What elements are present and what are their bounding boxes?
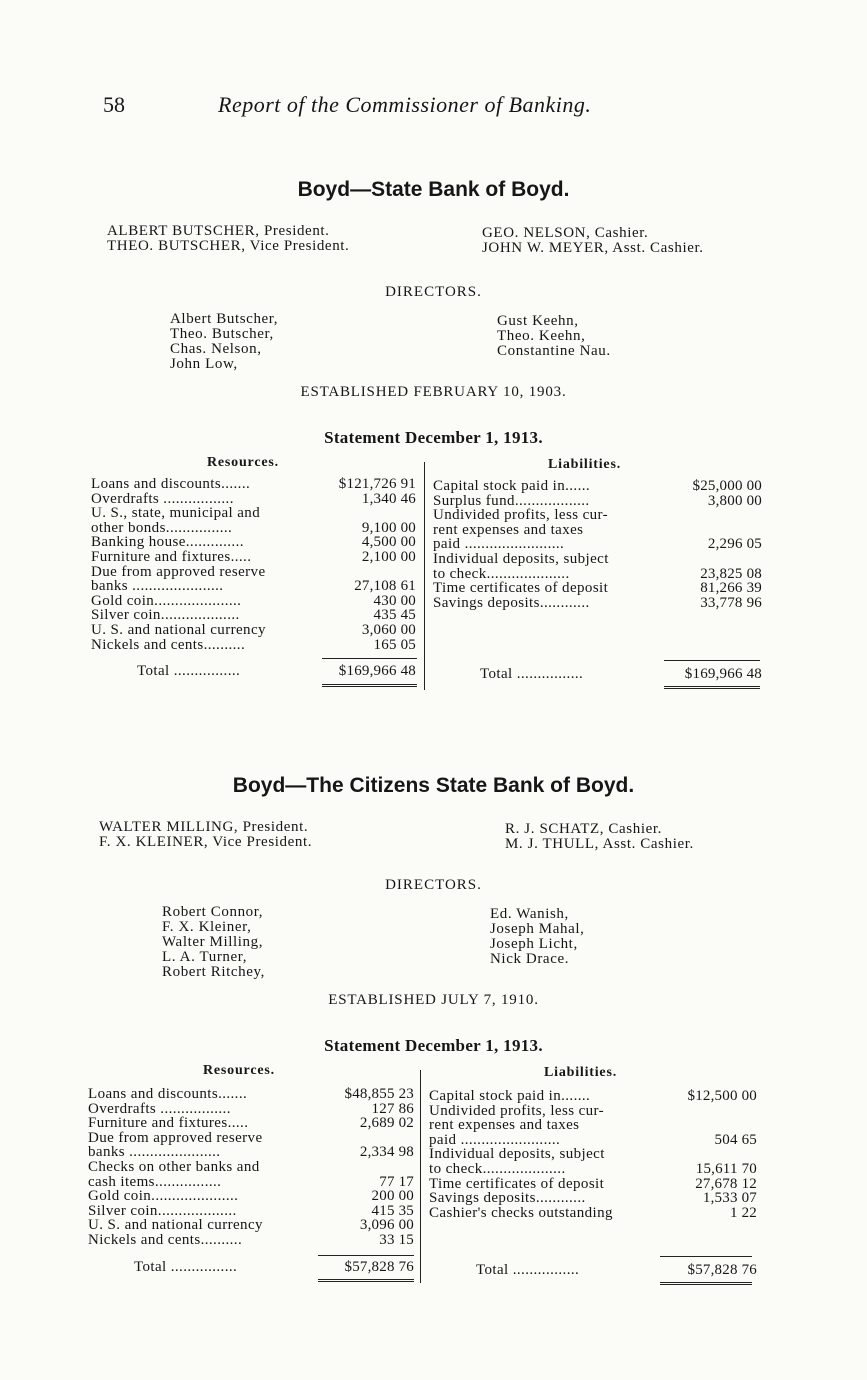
- resource-item-amount: 415 35: [371, 1202, 414, 1219]
- resource-item-amount: 3,096 00: [359, 1217, 414, 1234]
- officer-left: WALTER MILLING, President.: [99, 819, 309, 835]
- director-name: Walter Milling,: [162, 934, 264, 950]
- resource-item-label: other bonds................: [91, 519, 233, 536]
- resource-item-label: Nickels and cents..........: [91, 636, 246, 653]
- resource-item-label: Overdrafts .................: [91, 490, 234, 507]
- resource-item-amount: 2,689 02: [359, 1115, 414, 1132]
- liabilities-total-rule: [660, 1256, 752, 1257]
- resource-item-label: Furniture and fixtures.....: [91, 549, 252, 565]
- resource-item-label: U. S. and national currency: [91, 622, 266, 638]
- liability-item-label: Capital stock paid in.......: [429, 1088, 591, 1104]
- resources-total-label: Total ................: [137, 663, 241, 679]
- column-divider: [424, 462, 425, 690]
- director-name: Robert Ritchey,: [162, 964, 266, 980]
- liability-item-label: paid ........................: [429, 1131, 561, 1148]
- resources-total-amount: $57,828 76: [344, 1259, 414, 1275]
- officer-left: THEO. BUTSCHER, Vice President.: [107, 238, 350, 254]
- liability-item-amount: 27,678 12: [695, 1175, 757, 1192]
- director-name: Albert Butscher,: [170, 311, 279, 327]
- liability-item-label: Cashier's checks outstanding: [429, 1204, 613, 1221]
- resource-item-label: Due from approved reserve: [88, 1129, 263, 1146]
- liabilities-total-amount: $169,966 48: [684, 666, 762, 682]
- director-name: Joseph Mahal,: [490, 921, 585, 937]
- resource-item-amount: 430 00: [373, 592, 416, 609]
- resource-item-amount: 2,334 98: [359, 1144, 414, 1161]
- resource-item-label: Loans and discounts.......: [88, 1086, 248, 1102]
- liability-item-label: Undivided profits, less cur-: [433, 507, 609, 524]
- liability-item-label: Savings deposits............: [429, 1190, 586, 1207]
- director-name: John Low,: [170, 356, 238, 372]
- resource-item-amount: 200 00: [371, 1188, 414, 1205]
- resource-item-label: Loans and discounts.......: [91, 476, 251, 492]
- liability-item-amount: 1 22: [729, 1204, 757, 1221]
- statement-heading: Statement December 1, 1913.: [324, 428, 543, 447]
- liability-item-amount: $12,500 00: [687, 1088, 757, 1104]
- liability-item-label: Capital stock paid in......: [433, 478, 591, 494]
- liability-item-label: to check....................: [429, 1161, 566, 1177]
- director-name: Gust Keehn,: [497, 313, 579, 329]
- resource-item-amount: 33 15: [379, 1232, 414, 1248]
- resource-item-label: banks ......................: [88, 1144, 221, 1161]
- resource-item-label: Overdrafts .................: [88, 1100, 231, 1117]
- liabilities-total-double-rule: [660, 1282, 752, 1285]
- liability-item-amount: 3,800 00: [707, 492, 762, 509]
- liability-item-label: paid ........................: [433, 536, 565, 553]
- director-name: Ed. Wanish,: [490, 906, 569, 922]
- liability-item-amount: 2,296 05: [707, 536, 762, 553]
- liability-item-label: Undivided profits, less cur-: [429, 1102, 605, 1119]
- resource-item-amount: $48,855 23: [344, 1086, 414, 1102]
- resource-item-label: U. S. and national currency: [88, 1217, 263, 1234]
- resource-item-amount: 77 17: [379, 1173, 414, 1190]
- resource-item-label: Banking house..............: [91, 534, 244, 551]
- resource-item-amount: 4,500 00: [361, 534, 416, 551]
- directors-heading: DIRECTORS.: [385, 877, 482, 893]
- resource-item-amount: 1,340 46: [361, 490, 416, 507]
- liabilities-heading: Liabilities.: [548, 457, 621, 472]
- director-name: Joseph Licht,: [490, 936, 578, 952]
- resource-item-label: banks ......................: [91, 578, 224, 595]
- page-number: 58: [103, 92, 125, 117]
- resource-item-label: Checks on other banks and: [88, 1159, 260, 1175]
- director-name: Robert Connor,: [162, 904, 264, 920]
- resource-item-amount: 2,100 00: [361, 549, 416, 565]
- resource-item-amount: 435 45: [373, 607, 416, 624]
- resource-item-label: Due from approved reserve: [91, 563, 266, 580]
- resource-item-label: Silver coin...................: [88, 1202, 237, 1219]
- bank-title: Boyd—State Bank of Boyd.: [297, 178, 570, 201]
- liability-item-label: rent expenses and taxes: [433, 521, 584, 538]
- resource-item-label: U. S., state, municipal and: [91, 505, 261, 522]
- liability-item-label: Time certificates of deposit: [429, 1175, 605, 1192]
- resource-item-label: Gold coin.....................: [88, 1188, 239, 1205]
- resource-item-label: Furniture and fixtures.....: [88, 1115, 249, 1132]
- resource-item-label: Gold coin.....................: [91, 592, 242, 609]
- resource-item-label: cash items................: [88, 1173, 222, 1190]
- resources-total-amount: $169,966 48: [338, 663, 416, 679]
- liability-item-label: Surplus fund..................: [433, 492, 590, 509]
- liabilities-total-rule: [664, 660, 760, 661]
- liability-item-label: rent expenses and taxes: [429, 1117, 580, 1134]
- liability-item-label: Individual deposits, subject: [433, 551, 609, 567]
- bank-title: Boyd—The Citizens State Bank of Boyd.: [232, 774, 635, 797]
- resources-total-rule: [322, 658, 417, 659]
- resources-heading: Resources.: [203, 1063, 275, 1078]
- resources-total-double-rule: [318, 1279, 414, 1282]
- officer-left: F. X. KLEINER, Vice President.: [99, 834, 313, 850]
- director-name: Chas. Nelson,: [170, 341, 262, 357]
- officer-right: JOHN W. MEYER, Asst. Cashier.: [482, 240, 704, 256]
- column-divider: [420, 1070, 421, 1283]
- liability-item-amount: 504 65: [714, 1131, 757, 1148]
- liability-item-label: to check....................: [433, 565, 570, 582]
- resource-item-amount: 3,060 00: [361, 622, 416, 638]
- resources-heading: Resources.: [207, 455, 279, 470]
- liability-item-label: Savings deposits............: [433, 594, 590, 611]
- liability-item-amount: 23,825 08: [700, 565, 762, 582]
- established-date: ESTABLISHED JULY 7, 1910.: [328, 992, 539, 1008]
- director-name: L. A. Turner,: [162, 949, 248, 965]
- resource-item-amount: 27,108 61: [354, 578, 416, 595]
- liability-item-amount: 81,266 39: [700, 580, 762, 597]
- liability-item-amount: $25,000 00: [692, 478, 762, 494]
- running-head: Report of the Commissioner of Banking.: [218, 92, 592, 117]
- officer-right: M. J. THULL, Asst. Cashier.: [505, 836, 694, 852]
- resource-item-amount: 9,100 00: [361, 519, 416, 536]
- director-name: Constantine Nau.: [497, 343, 611, 359]
- established-date: ESTABLISHED FEBRUARY 10, 1903.: [300, 384, 567, 400]
- resource-item-amount: 165 05: [373, 636, 416, 653]
- resource-item-label: Silver coin...................: [91, 607, 240, 624]
- resources-total-rule: [318, 1255, 414, 1256]
- officer-right: GEO. NELSON, Cashier.: [482, 225, 649, 241]
- liability-item-amount: 15,611 70: [695, 1161, 757, 1177]
- resources-total-double-rule: [322, 684, 417, 687]
- liabilities-heading: Liabilities.: [544, 1065, 617, 1080]
- liability-item-label: Individual deposits, subject: [429, 1146, 605, 1163]
- resources-total-label: Total ................: [134, 1259, 238, 1275]
- liabilities-total-label: Total ................: [476, 1262, 580, 1278]
- liabilities-total-amount: $57,828 76: [687, 1262, 757, 1278]
- officer-left: ALBERT BUTSCHER, President.: [107, 223, 330, 239]
- director-name: Theo. Keehn,: [497, 328, 586, 344]
- liabilities-total-double-rule: [664, 686, 760, 689]
- directors-heading: DIRECTORS.: [385, 284, 482, 300]
- director-name: Nick Drace.: [490, 951, 570, 967]
- liability-item-label: Time certificates of deposit: [433, 580, 609, 597]
- resource-item-amount: $121,726 91: [338, 476, 416, 492]
- officer-right: R. J. SCHATZ, Cashier.: [505, 821, 662, 837]
- liability-item-amount: 1,533 07: [702, 1190, 757, 1207]
- director-name: F. X. Kleiner,: [162, 919, 252, 935]
- liabilities-total-label: Total ................: [480, 666, 584, 682]
- statement-heading: Statement December 1, 1913.: [324, 1036, 543, 1055]
- resource-item-label: Nickels and cents..........: [88, 1232, 243, 1248]
- director-name: Theo. Butscher,: [170, 326, 274, 342]
- resource-item-amount: 127 86: [371, 1100, 414, 1117]
- liability-item-amount: 33,778 96: [700, 594, 762, 611]
